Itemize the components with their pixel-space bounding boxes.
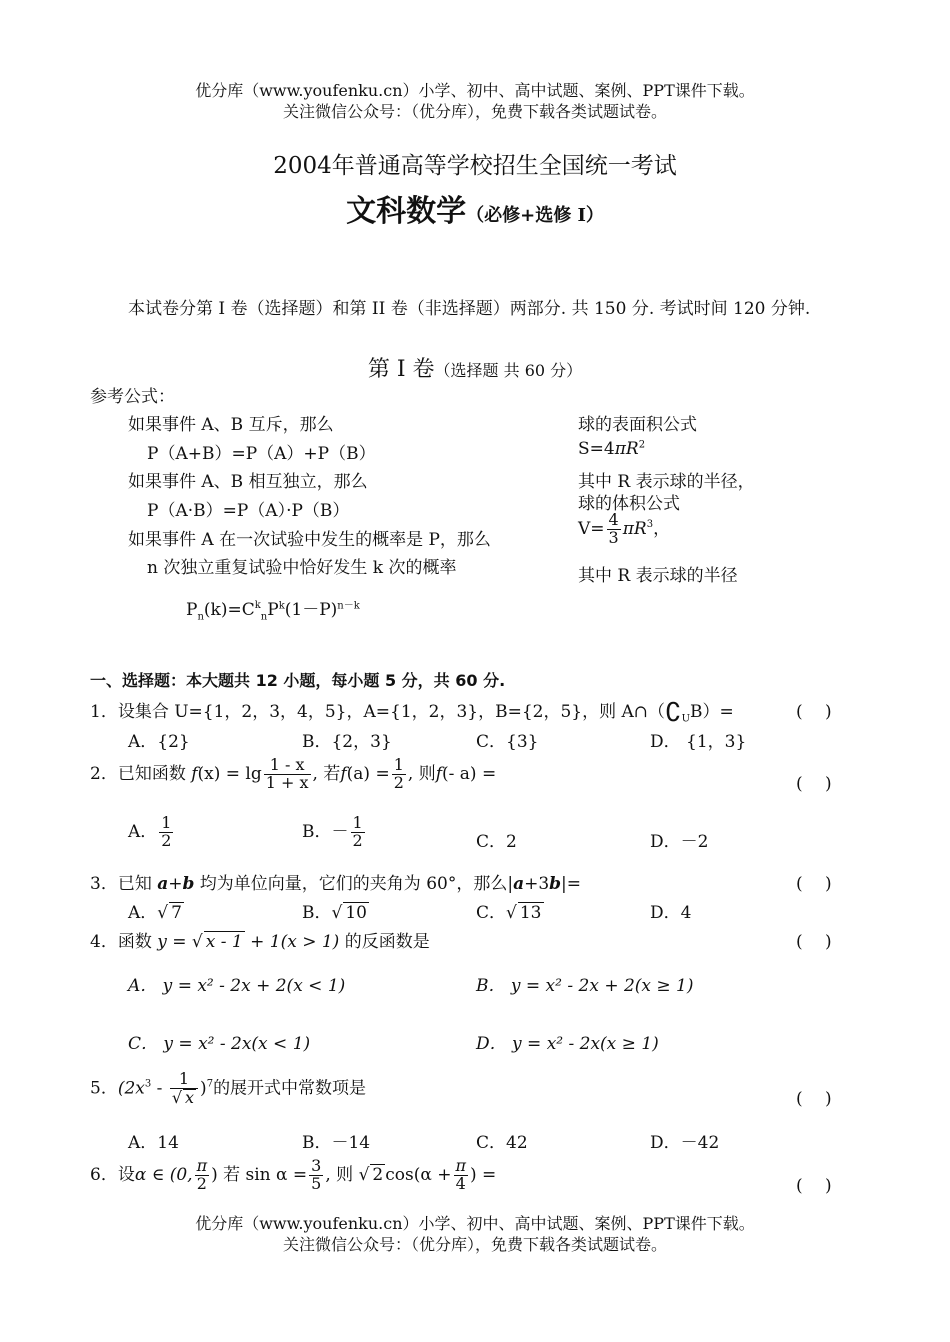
answer-paren: ( ) [796,774,832,794]
formula-line: 如果事件 A、B 相互独立，那么 [128,472,368,492]
option-a: A． $\frac{1}{2}$ [128,813,172,850]
option-a: A． y = x² - 2x + 2(x < 1) [128,976,346,996]
formula-line: P（A+B）=P（A）+P（B） [147,444,376,464]
option-b: B．－14 [302,1133,371,1153]
formula-line: P（A·B）=P（A）·P（B） [147,501,350,521]
part-label: 第 I 卷 [367,357,435,382]
answer-paren: ( ) [796,874,832,894]
option-d: D．－2 [650,832,709,852]
sphere-area-title: 球的表面积公式 [578,415,697,435]
sphere-volume-title: 球的体积公式 [578,494,680,514]
option-a: A．{2} [128,732,190,752]
complement-symbol: ∁ [665,698,682,728]
option-b: B． y = x² - 2x + 2(x ≥ 1) [476,976,694,996]
header-line-2: 关注微信公众号：（优分库），免费下载各类试题试卷。 [282,102,667,121]
question-2: 2．已知函数 f(x) = lg $\frac{1 - x}{1 + x}$ , 若f(a) = $\frac{1}{2}$ , 则f(- a) = [90,755,497,792]
option-b: B．－ $\frac{1}{2}$ [302,813,363,850]
formula-line: n 次独立重复试验中恰好发生 k 次的概率 [147,558,457,578]
option-c: C． y = x² - 2x(x < 1) [128,1034,311,1054]
option-d: D．4 [650,903,692,923]
footer-line-1: 优分库（www.youfenku.cn）小学、初中、高中试题、案例、PPT课件下载。 [195,1214,755,1233]
footer-line-2: 关注微信公众号：（优分库），免费下载各类试题试卷。 [282,1235,667,1254]
option-a: A．14 [128,1133,179,1153]
answer-paren: ( ) [796,932,832,952]
subject-note: （必修+选修 I） [466,205,604,226]
sphere-area-formula: $S=4\pi R^2$ [578,439,646,459]
binomial-formula: $P_n(k)=C^k_nP^k(1-P)^{n-k}$ [186,600,360,623]
subject-label: 文科数学 [346,194,467,229]
radius-note: 其中 R 表示球的半径 [578,566,738,586]
option-a: A．√ 7 [128,903,182,923]
option-d: D．－42 [650,1133,720,1153]
header-line-1: 优分库（www.youfenku.cn）小学、初中、高中试题、案例、PPT课件下载。 [195,81,755,100]
option-d: D． y = x² - 2x(x ≥ 1) [476,1034,659,1054]
sphere-volume-formula: V= $\frac{4}{3}$ $\pi R^3$， [578,510,671,547]
question-5: 5．($2x^3$ - $\frac{1}{√ x}$ )$^7$的展开式中常数项是 [90,1069,367,1107]
part-note: （选择题 共 60 分） [434,361,583,380]
option-c: C．√ 13 [476,903,542,923]
radius-note: 其中 R 表示球的半径， [578,472,755,492]
formula-line: 如果事件 A 在一次试验中发生的概率是 P，那么 [128,530,491,550]
option-b: B．√ 10 [302,903,367,923]
option-c: C．42 [476,1133,528,1153]
formula-heading: 参考公式： [90,387,175,407]
option-c: C．2 [476,832,517,852]
section-title: 一、选择题：本大题共 12 小题，每小题 5 分，共 60 分. [90,671,506,690]
question-4: 4．函数 y = √ x - 1 + 1(x > 1) 的反函数是 [90,932,430,952]
exam-subject [0,186,950,230]
answer-paren: ( ) [796,1176,832,1196]
answer-paren: ( ) [796,1089,832,1109]
option-d: D． {1，3} [650,732,747,752]
option-c: C．{3} [476,732,539,752]
formula-line: 如果事件 A、B 互斥，那么 [128,415,334,435]
question-6: 6．设α ∈ (0, $\frac{\pi}{2}$ ) 若 sin α = $\frac{3}{5}$ , 则 √ 2 cos(α + $\frac{\pi}{4}$ ) = [90,1156,497,1193]
option-b: B．{2，3} [302,732,392,752]
part-title [0,352,950,383]
exam-title: 2004年普通高等学校招生全国统一考试 [273,153,677,179]
question-1: 1．设集合 U={1，2，3，4，5}，A={1，2，3}，B={2，5}，则 $A\cap(∁_UB)=$ [90,698,734,728]
answer-paren: ( ) [796,702,832,722]
exam-intro: 本试卷分第 I 卷（选择题）和第 II 卷（非选择题）两部分. 共 150 分. 考试时间 120 分钟. [128,299,811,319]
question-3: 3．已知 a+b 均为单位向量，它们的夹角为 60°，那么|a+3b|= [90,874,582,894]
